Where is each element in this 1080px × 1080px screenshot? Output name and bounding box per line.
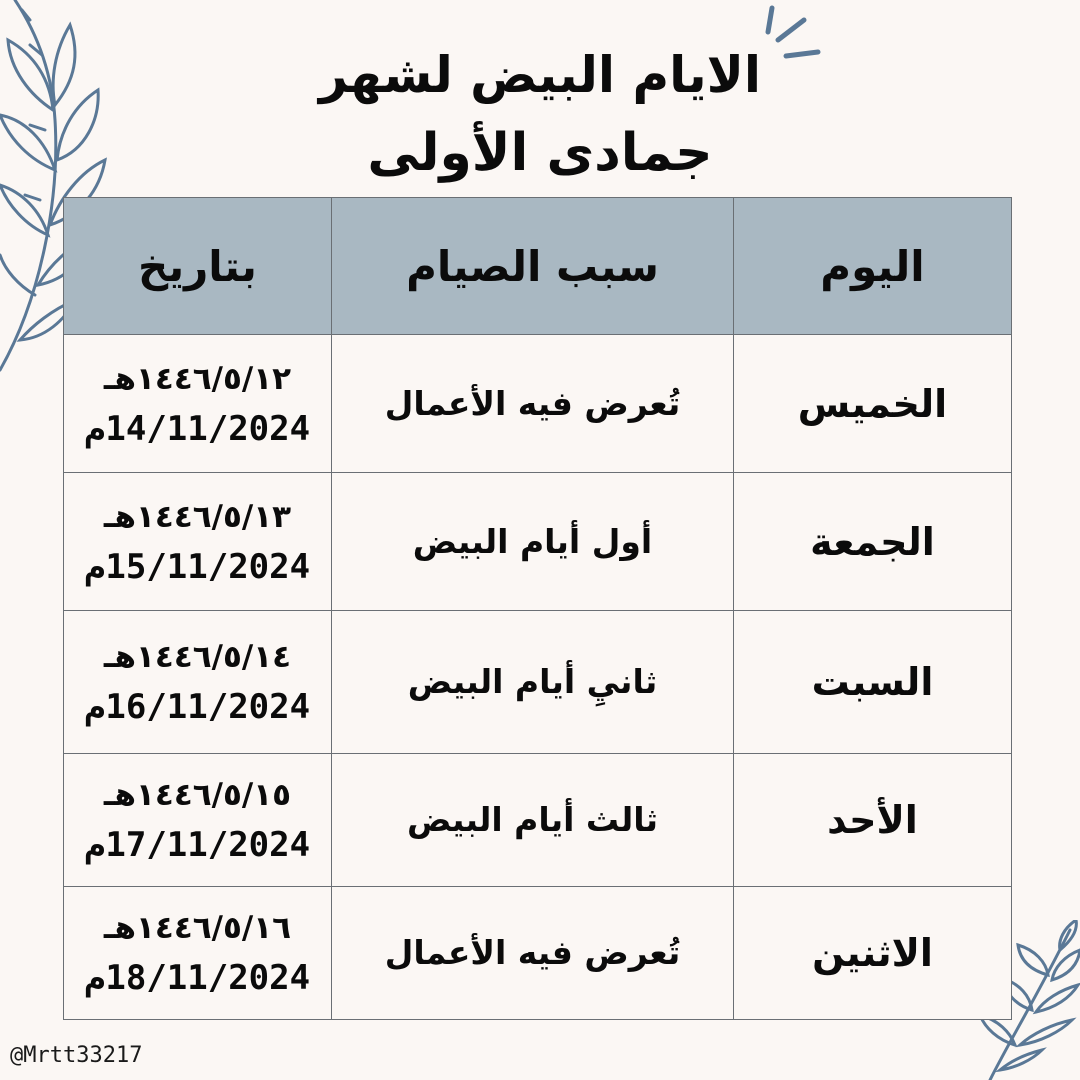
cell-date bbox=[64, 473, 332, 611]
date-gregorian: 16/11/2024م bbox=[84, 687, 311, 727]
table-row bbox=[64, 887, 1012, 1020]
date-hijri: ١٤٤٦/٥/١٢هـ bbox=[103, 360, 292, 397]
cell-day: الأحد bbox=[734, 754, 1012, 887]
date-gregorian: 18/11/2024م bbox=[84, 958, 311, 998]
header-reason: سبب الصيام bbox=[332, 198, 734, 335]
date-gregorian: 14/11/2024م bbox=[84, 408, 311, 449]
cell-reason: تُعرض فيه الأعمال bbox=[332, 887, 734, 1020]
date-hijri: ١٤٤٦/٥/١٦هـ bbox=[103, 910, 292, 946]
cell-day: السبت bbox=[734, 611, 1012, 754]
table-row bbox=[64, 754, 1012, 887]
header-day: اليوم bbox=[734, 198, 1012, 335]
table-row bbox=[64, 473, 1012, 611]
fasting-days-table bbox=[63, 197, 1012, 1020]
table-header-row bbox=[64, 198, 1012, 335]
page-title-line2: جمادى الأولى bbox=[367, 123, 713, 183]
cell-date bbox=[64, 611, 332, 754]
cell-date bbox=[64, 754, 332, 887]
cell-date bbox=[64, 887, 332, 1020]
cell-day: الخميس bbox=[734, 335, 1012, 473]
cell-day: الجمعة bbox=[734, 473, 1012, 611]
date-hijri: ١٤٤٦/٥/١٣هـ bbox=[103, 498, 292, 535]
watermark-handle: @Mrtt33217 bbox=[10, 1043, 143, 1068]
header-date: بتاريخ bbox=[64, 198, 332, 335]
date-hijri: ١٤٤٦/٥/١٤هـ bbox=[103, 639, 292, 675]
cell-reason: أول أيام البيض bbox=[332, 473, 734, 611]
date-gregorian: 17/11/2024م bbox=[84, 825, 311, 865]
cell-reason: ثانيِ أيام البيض bbox=[332, 611, 734, 754]
cell-reason: تُعرض فيه الأعمال bbox=[332, 335, 734, 473]
page-title-line1: الايام البيض لشهر bbox=[318, 46, 762, 104]
table-row bbox=[64, 335, 1012, 473]
date-hijri: ١٤٤٦/٥/١٥هـ bbox=[103, 777, 292, 813]
date-gregorian: 15/11/2024م bbox=[84, 546, 311, 587]
cell-date bbox=[64, 335, 332, 473]
cell-day: الاثنين bbox=[734, 887, 1012, 1020]
table-row bbox=[64, 611, 1012, 754]
cell-reason: ثالث أيام البيض bbox=[332, 754, 734, 887]
